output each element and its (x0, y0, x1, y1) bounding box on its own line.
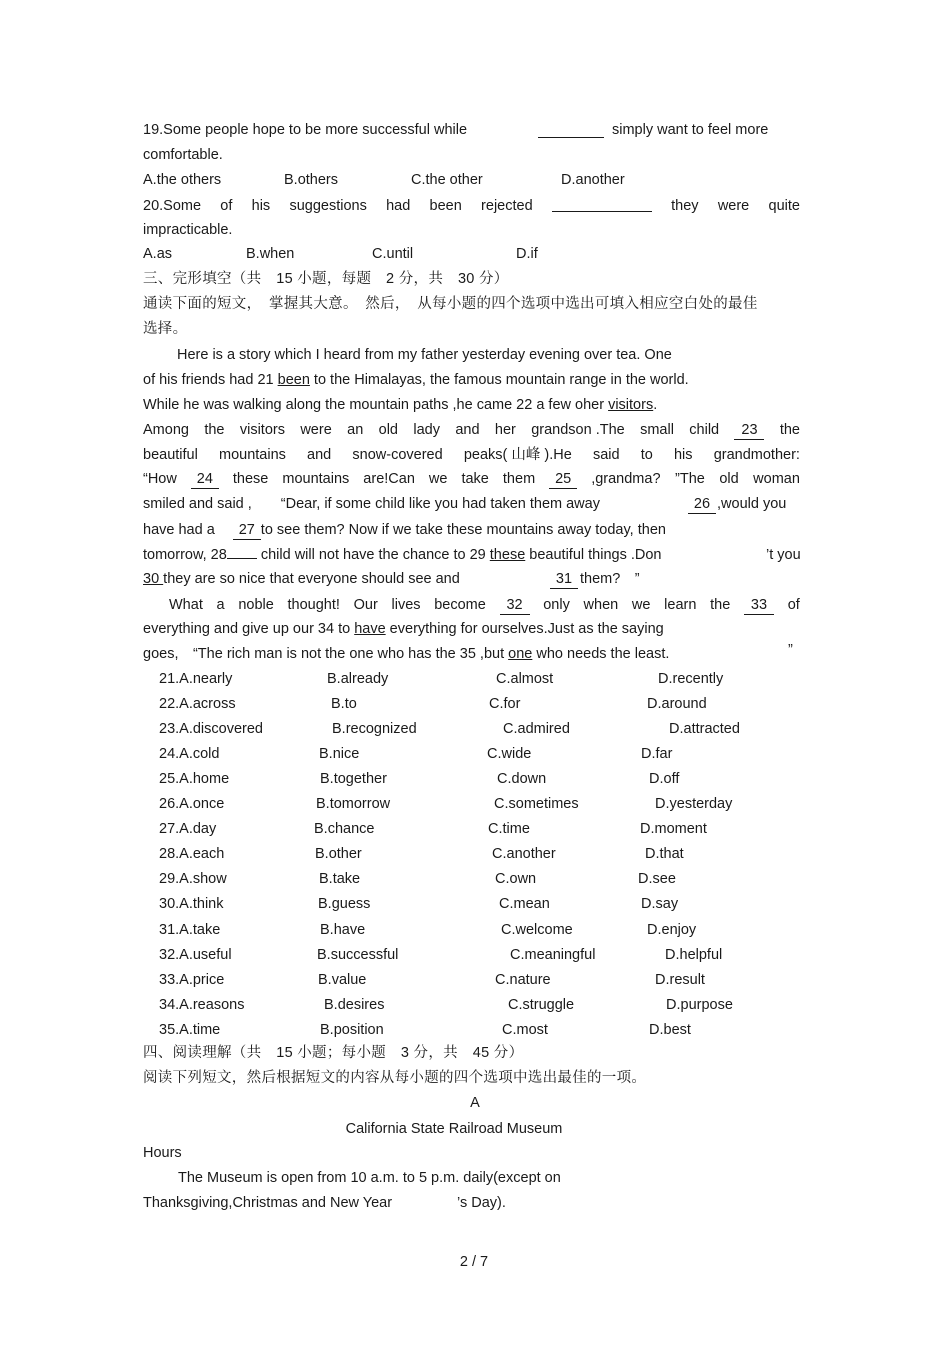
cloze-34-option-d[interactable]: D.purpose (666, 996, 733, 1013)
cloze-33-option-a[interactable]: 33.A.price (159, 971, 225, 988)
section3-instruction: 通读下面的短文， 掌握其大意。 然后， 从每小题的四个选项中选出可填入相应空白处的最佳 (143, 296, 758, 312)
cloze-34-option-a[interactable]: 34.A.reasons (159, 996, 245, 1013)
cloze-23-option-a[interactable]: 23.A.discovered (159, 721, 263, 738)
blank-28[interactable] (227, 546, 257, 559)
cloze-33-option-b[interactable]: B.value (318, 971, 367, 988)
cloze-29-option-d[interactable]: D.see (638, 871, 676, 888)
passage-line-11: What a noble thought! Our lives become 32 only when we learn the 33 of (169, 597, 800, 613)
q19-stem-end: comfortable. (143, 147, 223, 163)
cloze-25-option-d[interactable]: D.off (649, 771, 680, 788)
part-letter: A (470, 1095, 480, 1111)
hours-line-1: The Museum is open from 10 a.m. to 5 p.m. daily(except on (178, 1170, 561, 1186)
passage-line-1: Here is a story which I heard from my father yesterday evening over tea. One (177, 347, 672, 363)
section4-instruction: 阅读下列短文，然后根据短文的内容从每小题的四个选项中选出最佳的一项。 (143, 1070, 647, 1086)
cloze-28-option-a[interactable]: 28.A.each (159, 846, 225, 863)
q20-blank[interactable] (552, 197, 652, 212)
passage-line-10: 30 they are so nice that everyone should see and (143, 571, 460, 587)
section3-header: 三、完形填空（共 15 小题，每题 2 分，共 30 分） (143, 271, 509, 287)
cloze-35-option-b[interactable]: B.position (320, 1021, 384, 1038)
cloze-26-option-b[interactable]: B.tomorrow (316, 796, 391, 813)
cloze-28-option-c[interactable]: C.another (492, 846, 556, 863)
q19-option-d[interactable]: D.another (561, 172, 625, 188)
cloze-27-option-b[interactable]: B.chance (314, 821, 375, 838)
cloze-30-option-c[interactable]: C.mean (499, 896, 550, 913)
cloze-34-option-b[interactable]: B.desires (324, 996, 385, 1013)
cloze-28-option-d[interactable]: D.that (645, 846, 684, 863)
blank-30[interactable]: 30 (143, 571, 164, 587)
q20-stem: 20.Some of his suggestions had been rejected they were quite (143, 198, 800, 214)
blank-33[interactable]: 33 (744, 596, 774, 615)
cloze-30-option-b[interactable]: B.guess (318, 896, 371, 913)
passage-title: California State Railroad Museum (345, 1121, 563, 1137)
hours-heading: Hours (143, 1145, 182, 1161)
cloze-33-option-d[interactable]: D.result (655, 971, 705, 988)
hours-line-2-end: ’s Day). (457, 1195, 506, 1211)
blank-26[interactable]: 26 (688, 495, 716, 514)
q19-blank[interactable] (538, 123, 604, 138)
cloze-26-option-c[interactable]: C.sometimes (494, 796, 579, 813)
passage-line-9-end: ’t you (766, 547, 801, 563)
cloze-35-option-c[interactable]: C.most (502, 1021, 548, 1038)
cloze-29-option-a[interactable]: 29.A.show (159, 871, 227, 888)
cloze-22-option-c[interactable]: C.for (489, 696, 521, 713)
cloze-23-option-c[interactable]: C.admired (503, 721, 570, 738)
passage-line-7: smiled and said , “Dear, if some child like you had taken them away (143, 496, 600, 512)
cloze-22-option-a[interactable]: 22.A.across (159, 696, 236, 713)
cloze-31-option-d[interactable]: D.enjoy (647, 921, 697, 938)
cloze-29-option-b[interactable]: B.take (319, 871, 361, 888)
q19-option-a[interactable]: A.the others (143, 172, 222, 188)
cloze-25-option-c[interactable]: C.down (497, 771, 547, 788)
passage-line-10-end: them? ” (580, 571, 640, 587)
cloze-32-option-c[interactable]: C.meaningful (510, 946, 596, 963)
cloze-24-option-c[interactable]: C.wide (487, 746, 532, 763)
cloze-21-option-a[interactable]: 21.A.nearly (159, 671, 233, 687)
q20-option-c[interactable]: C.until (372, 246, 414, 262)
cloze-34-option-c[interactable]: C.struggle (508, 996, 575, 1013)
blank-31[interactable]: 31 (550, 570, 578, 589)
cloze-21-option-d[interactable]: D.recently (658, 671, 724, 687)
cloze-31-option-b[interactable]: B.have (320, 921, 366, 938)
q20-stem-end: impracticable. (143, 222, 233, 238)
cloze-21-option-c[interactable]: C.almost (496, 671, 554, 687)
section4-header: 四、阅读理解（共 15 小题；每小题 3 分，共 45 分） (143, 1045, 524, 1061)
passage-line-7-end: ,would you (717, 496, 787, 512)
cloze-25-option-b[interactable]: B.together (320, 771, 387, 788)
passage-line-12: everything and give up our 34 to have everything for ourselves.Just as the saying (143, 621, 664, 637)
cloze-27-option-d[interactable]: D.moment (640, 821, 707, 838)
blank-24[interactable]: 24 (191, 470, 219, 489)
cloze-30-option-a[interactable]: 30.A.think (159, 896, 224, 913)
passage-line-4: Among the visitors were an old lady and her grandson .The small child 23 the (143, 422, 800, 438)
cloze-21-option-b[interactable]: B.already (327, 671, 389, 687)
cloze-33-option-c[interactable]: C.nature (495, 971, 551, 988)
passage-line-9: tomorrow, 28 child will not have the chance to 29 these beautiful things .Don (143, 547, 662, 563)
cloze-31-option-a[interactable]: 31.A.take (159, 921, 221, 938)
q20-option-d[interactable]: D.if (516, 246, 538, 262)
cloze-26-option-d[interactable]: D.yesterday (655, 796, 733, 813)
blank-25[interactable]: 25 (549, 470, 577, 489)
cloze-32-option-d[interactable]: D.helpful (665, 946, 723, 963)
hours-line-2: Thanksgiving,Christmas and New Year (143, 1195, 393, 1211)
q20-option-a[interactable]: A.as (143, 246, 173, 262)
cloze-22-option-d[interactable]: D.around (647, 696, 707, 713)
cloze-27-option-c[interactable]: C.time (488, 821, 530, 838)
cloze-23-option-d[interactable]: D.attracted (669, 721, 740, 738)
cloze-23-option-b[interactable]: B.recognized (332, 721, 417, 738)
q19-option-b[interactable]: B.others (284, 172, 338, 188)
cloze-32-option-b[interactable]: B.successful (317, 946, 399, 963)
section3-instruction-cont: 选择。 (143, 321, 188, 337)
cloze-24-option-d[interactable]: D.far (641, 746, 673, 763)
blank-23[interactable]: 23 (734, 421, 764, 440)
passage-close-quote: ” (788, 642, 793, 658)
page-number: 2 / 7 (459, 1254, 489, 1270)
passage-line-2: of his friends had 21 been to the Himalayas, the famous mountain range in the world. (143, 372, 689, 388)
q19-stem-cont: simply want to feel more (612, 122, 769, 138)
cloze-24-option-a[interactable]: 24.A.cold (159, 746, 220, 763)
q19-stem: 19.Some people hope to be more successful while (143, 122, 468, 138)
q19-option-c[interactable]: C.the other (411, 172, 483, 188)
cloze-26-option-a[interactable]: 26.A.once (159, 796, 225, 813)
passage-line-8: have had a 27 to see them? Now if we take these mountains away today, then (143, 522, 666, 538)
passage-line-3: While he was walking along the mountain paths ,he came 22 a few oher visitors. (143, 397, 658, 413)
cloze-35-option-d[interactable]: D.best (649, 1021, 691, 1038)
passage-line-5: beautiful mountains and snow-covered peaks( 山峰 ).He said to his grandmother: (143, 447, 800, 463)
cloze-25-option-a[interactable]: 25.A.home (159, 771, 230, 788)
cloze-28-option-b[interactable]: B.other (315, 846, 362, 863)
q20-option-b[interactable]: B.when (246, 246, 295, 262)
blank-27[interactable]: 27 (233, 521, 261, 540)
cloze-35-option-a[interactable]: 35.A.time (159, 1021, 221, 1038)
cloze-31-option-c[interactable]: C.welcome (501, 921, 573, 938)
cloze-32-option-a[interactable]: 32.A.useful (159, 946, 232, 963)
cloze-27-option-a[interactable]: 27.A.day (159, 821, 217, 838)
blank-32[interactable]: 32 (500, 596, 530, 615)
cloze-30-option-d[interactable]: D.say (641, 896, 679, 913)
passage-line-6: “How 24 these mountains are!Can we take them 25 ,grandma? ”The old woman (143, 471, 800, 487)
cloze-22-option-b[interactable]: B.to (331, 696, 357, 713)
passage-line-13: goes, “The rich man is not the one who has the 35 ,but one who needs the least. (143, 646, 670, 662)
cloze-24-option-b[interactable]: B.nice (319, 746, 360, 763)
cloze-29-option-c[interactable]: C.own (495, 871, 537, 888)
